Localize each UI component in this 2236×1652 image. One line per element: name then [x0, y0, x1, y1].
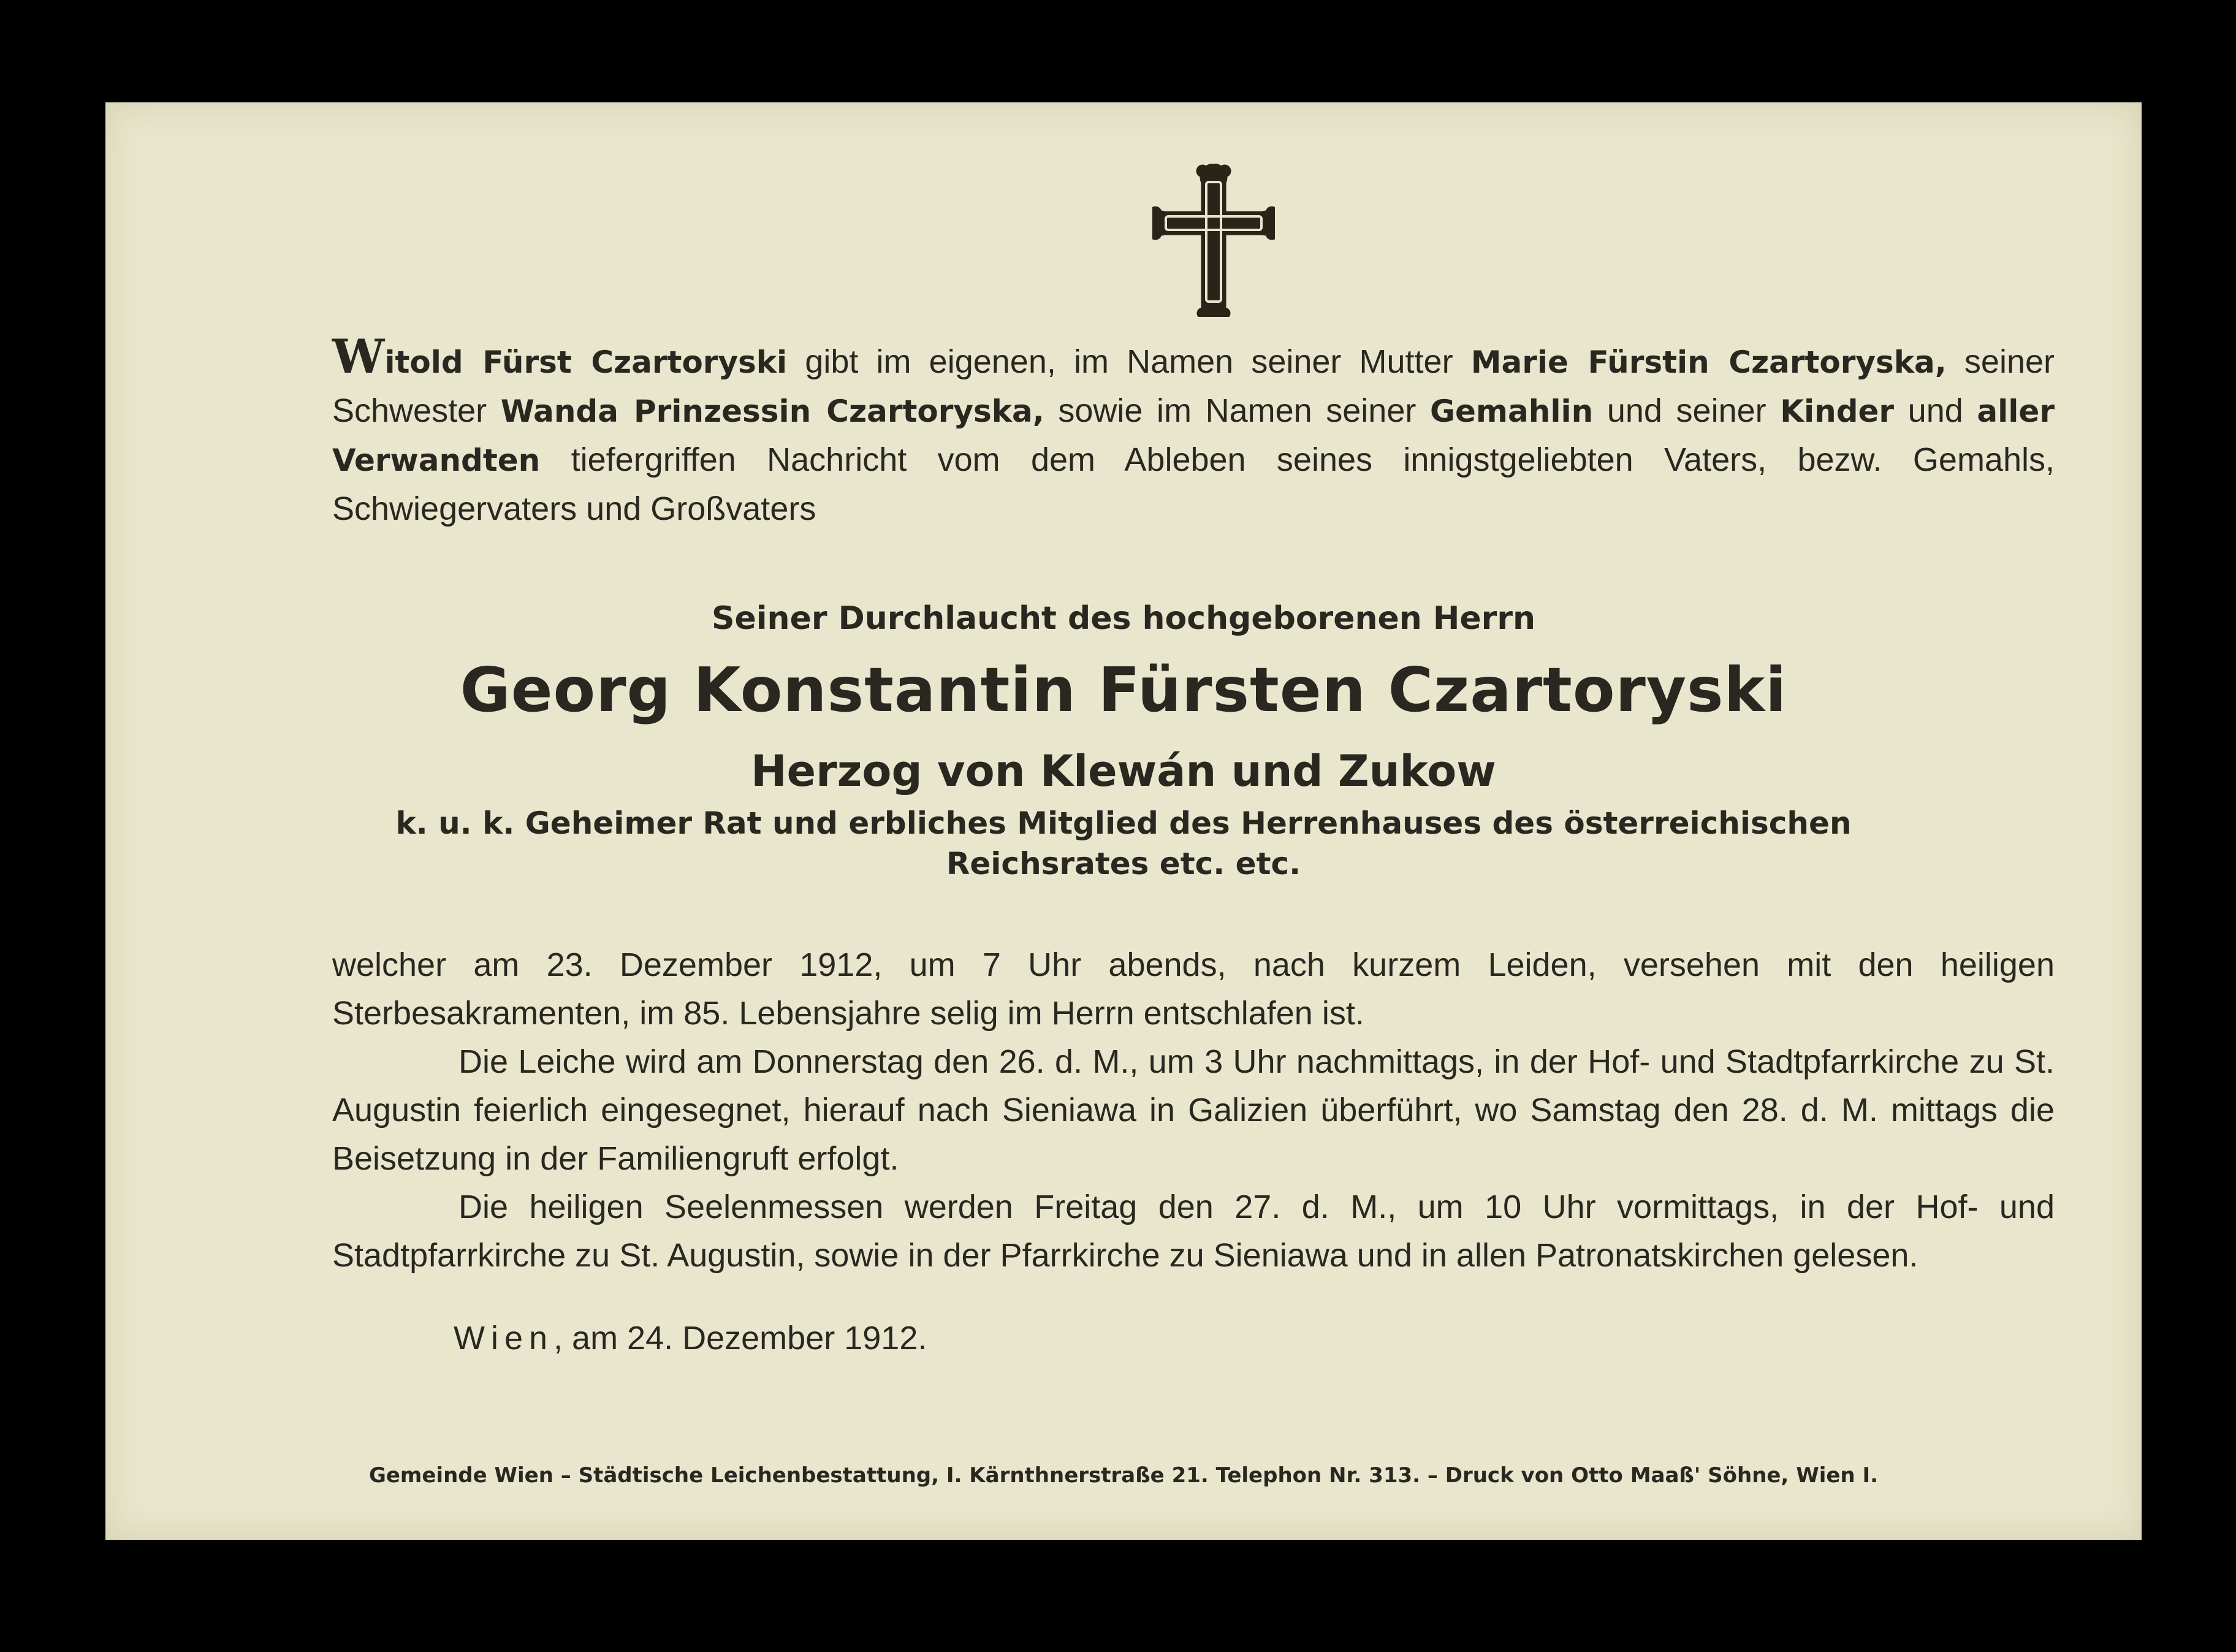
duke-title: Herzog von Klewán und Zukow	[751, 746, 1496, 796]
death-text: welcher am 23. Dezember 1912, um 7 Uhr abends, nach kurzem Leiden, versehen mit den heiligen Sterbesakramenten, im 85. Lebensjahre selig im Herrn entschlafen ist.	[332, 946, 2055, 1032]
initial-letter: W	[332, 329, 385, 384]
sender-name: itold Fürst Czartoryski	[384, 344, 788, 380]
cross-icon	[1152, 164, 1275, 317]
mother-name: Marie Fürstin Czartoryska,	[1470, 344, 1947, 380]
children-label: Kinder	[1780, 394, 1895, 429]
death-paragraph	[332, 941, 2055, 1280]
city: Wien	[454, 1320, 554, 1357]
sister-name: Wanda Prinzessin Czartoryska,	[500, 394, 1044, 429]
funeral-text: Die Leiche wird am Donnerstag den 26. d. M., um 3 Uhr nachmittags, in der Hof- und Stadtpfarrkirche zu St. Augustin feierlich eingesegnet, hierauf nach Sieniawa in Galizien überführt, wo Samstag den 28. d. M. mittags die Beisetzung in der Familiengruft erfolgt.	[332, 1043, 2055, 1177]
honorific-line: Seiner Durchlaucht des hochgeborenen Herrn	[712, 600, 1535, 637]
death-notice-card	[105, 102, 2142, 1540]
mass-text: Die heiligen Seelenmessen werden Freitag den 27. d. M., um 10 Uhr vormittags, in der Hof- und Stadtpfarrkirche zu St. Augustin, sowie in der Pfarrkirche zu Sieniawa und in allen Patronatskirchen gelesen.	[332, 1189, 2055, 1274]
intro-paragraph: Witold Fürst Czartoryski gibt im eigenen, im Namen seiner Mutter Marie Fürstin Czartoryska, seiner Schwester Wanda Prinzessin Czartoryska, sowie im Namen seiner Gemahlin und seiner Kinder und aller Verwandten tiefergriffen Nachricht vom dem Ableben seines innigstgeliebten Vaters, bezw. Gemahls, Schwiegervaters und Großvaters	[332, 329, 2055, 527]
office-title: k. u. k. Geheimer Rat und erbliches Mitglied des Herrenhauses des österreichischen Reichsrates etc. etc.	[395, 805, 1852, 881]
printer-footer: Gemeinde Wien – Städtische Leichenbestattung, I. Kärnthnerstraße 21. Telephon Nr. 313. – Druck von Otto Maaß' Söhne, Wien I.	[368, 1463, 1879, 1488]
deceased-name: Georg Konstantin Fürsten Czartoryski	[460, 654, 1787, 726]
date: , am 24. Dezember 1912.	[553, 1320, 927, 1357]
relatives-label: aller Verwandten	[332, 394, 2055, 478]
place-date	[454, 1319, 927, 1357]
wife-label: Gemahlin	[1429, 394, 1594, 429]
